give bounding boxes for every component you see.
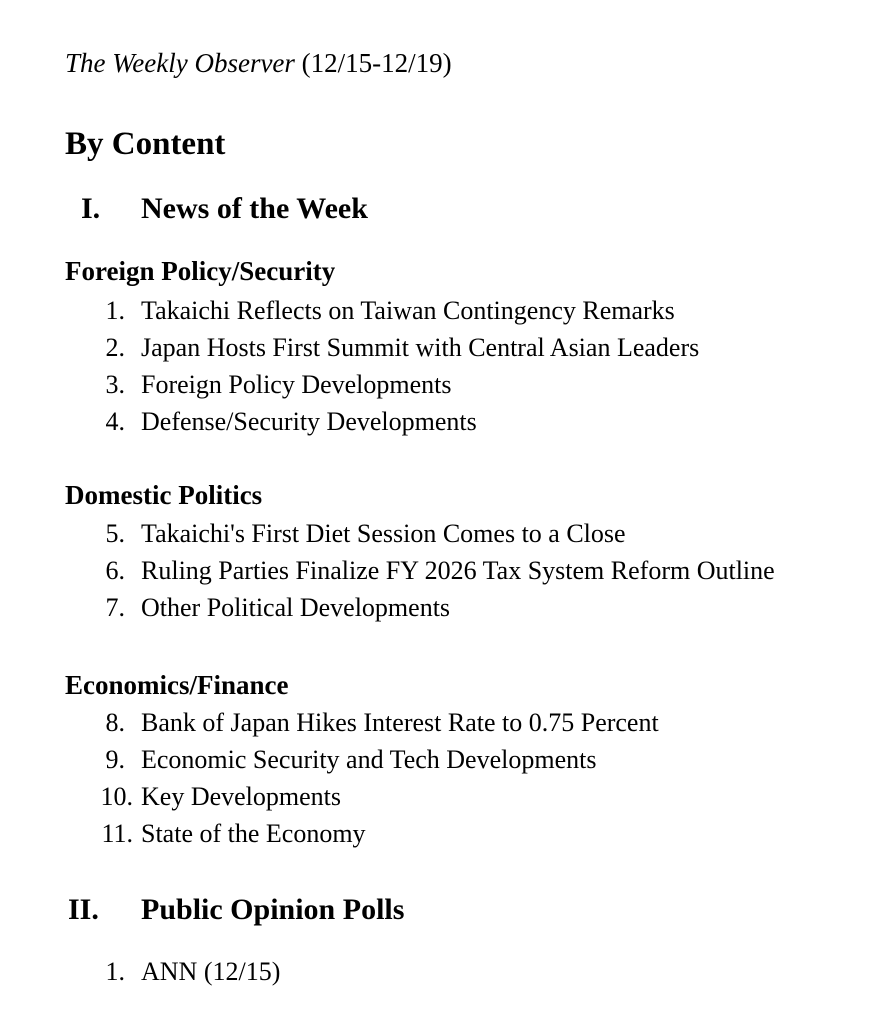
item-number: 5.	[105, 519, 125, 548]
item-title: Ruling Parties Finalize FY 2026 Tax System Reform Outline	[141, 556, 775, 585]
item-title: Japan Hosts First Summit with Central Asian Leaders	[141, 333, 700, 362]
item-number: 10.	[100, 782, 133, 811]
economics-finance-list	[65, 704, 865, 852]
section-heading-economics-finance: Economics/Finance	[65, 670, 289, 700]
list-item[interactable]	[65, 815, 865, 852]
part-numeral: I.	[81, 192, 101, 225]
list-item[interactable]	[65, 704, 865, 741]
list-item[interactable]	[65, 515, 865, 552]
item-number: 7.	[105, 593, 125, 622]
section-heading-foreign-policy: Foreign Policy/Security	[65, 256, 336, 286]
item-number: 3.	[105, 370, 125, 399]
list-item[interactable]	[65, 741, 865, 778]
list-item[interactable]	[65, 589, 865, 626]
list-item[interactable]	[65, 366, 865, 403]
item-title: Other Political Developments	[141, 593, 451, 622]
item-number: 9.	[105, 745, 125, 774]
item-title: Takaichi's First Diet Session Comes to a Close	[141, 519, 626, 548]
publication-name: The Weekly Observer	[65, 48, 295, 78]
part-heading-public-opinion-polls	[68, 890, 488, 930]
item-number: 4.	[105, 407, 125, 436]
item-title: Takaichi Reflects on Taiwan Contingency Remarks	[141, 296, 675, 325]
publication-header	[65, 44, 452, 82]
foreign-policy-list	[65, 292, 865, 440]
item-title: Key Developments	[141, 782, 342, 811]
item-title: Defense/Security Developments	[141, 407, 477, 436]
item-title: Economic Security and Tech Developments	[141, 745, 597, 774]
list-item[interactable]	[65, 292, 865, 329]
item-title: State of the Economy	[141, 819, 366, 848]
part-title: News of the Week	[141, 192, 368, 225]
item-number: 1.	[105, 957, 125, 986]
date-range: (12/15-12/19)	[301, 48, 452, 78]
list-item[interactable]	[65, 329, 865, 366]
item-number: 6.	[105, 556, 125, 585]
item-title: ANN (12/15)	[141, 957, 281, 986]
list-item[interactable]	[65, 778, 865, 815]
list-item[interactable]	[65, 403, 865, 440]
part-numeral: II.	[68, 893, 99, 926]
public-opinion-polls-list	[65, 953, 865, 990]
item-number: 8.	[105, 708, 125, 737]
item-number: 1.	[105, 296, 125, 325]
domestic-politics-list	[65, 515, 865, 626]
item-title: Bank of Japan Hikes Interest Rate to 0.75 Percent	[141, 708, 659, 737]
item-title: Foreign Policy Developments	[141, 370, 452, 399]
item-number: 11.	[101, 819, 133, 848]
part-title: Public Opinion Polls	[141, 893, 405, 926]
list-item[interactable]	[65, 953, 865, 990]
part-heading-news-of-the-week	[81, 189, 481, 229]
list-item[interactable]	[65, 552, 865, 589]
toc-title: By Content	[65, 126, 226, 162]
item-number: 2.	[105, 333, 125, 362]
section-heading-domestic-politics: Domestic Politics	[65, 480, 263, 510]
